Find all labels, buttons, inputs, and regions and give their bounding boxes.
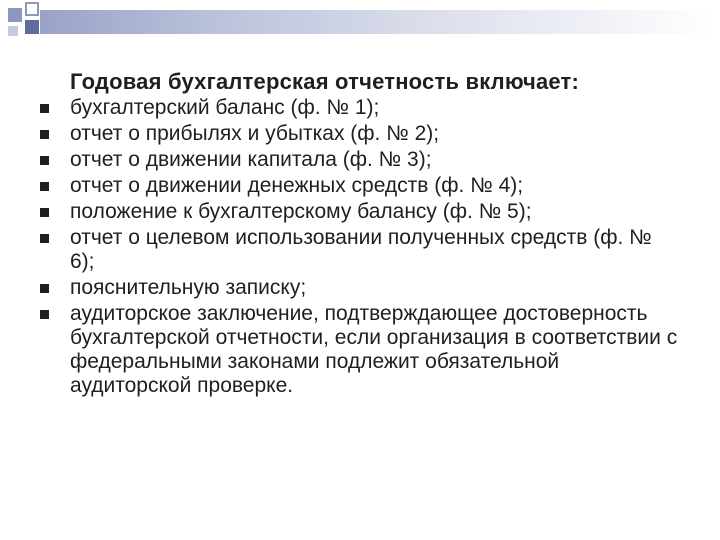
list-item-text: пояснительную записку;	[70, 276, 307, 299]
decor-square-2	[25, 2, 39, 16]
list-item	[40, 96, 680, 120]
list-item-text: отчет о целевом использовании полученных средств (ф. № 6);	[70, 226, 652, 273]
square-bullet-icon	[40, 208, 49, 217]
square-bullet-icon	[40, 104, 49, 113]
decor-square-4	[8, 26, 18, 36]
decor-square-3	[25, 20, 39, 34]
list-item	[40, 200, 680, 224]
list-item	[40, 226, 680, 274]
slide-content	[40, 70, 680, 400]
square-bullet-icon	[40, 130, 49, 139]
header-band	[40, 10, 712, 34]
decor-square-1	[8, 8, 22, 22]
square-bullet-icon	[40, 284, 49, 293]
list-item-text: отчет о движении капитала (ф. № 3);	[70, 148, 432, 171]
list-item	[40, 302, 680, 398]
square-bullet-icon	[40, 182, 49, 191]
bullet-list	[40, 96, 680, 398]
list-item-text: положение к бухгалтерскому балансу (ф. № 5);	[70, 200, 532, 223]
list-item-text: бухгалтерский баланс (ф. № 1);	[70, 96, 380, 119]
list-item	[40, 122, 680, 146]
list-item	[40, 174, 680, 198]
list-item-text: отчет о движении денежных средств (ф. № 4);	[70, 174, 524, 197]
list-item	[40, 276, 680, 300]
list-item-text: аудиторское заключение, подтверждающее достоверность бухгалтерской отчетности, если организация в соответствии с федеральными законами подлежит обязательной аудиторской проверке.	[70, 302, 678, 397]
list-item-text: отчет о прибылях и убытках (ф. № 2);	[70, 122, 440, 145]
square-bullet-icon	[40, 310, 49, 319]
slide-heading: Годовая бухгалтерская отчетность включает:	[70, 69, 580, 94]
list-item	[40, 148, 680, 172]
square-bullet-icon	[40, 156, 49, 165]
square-bullet-icon	[40, 234, 49, 243]
